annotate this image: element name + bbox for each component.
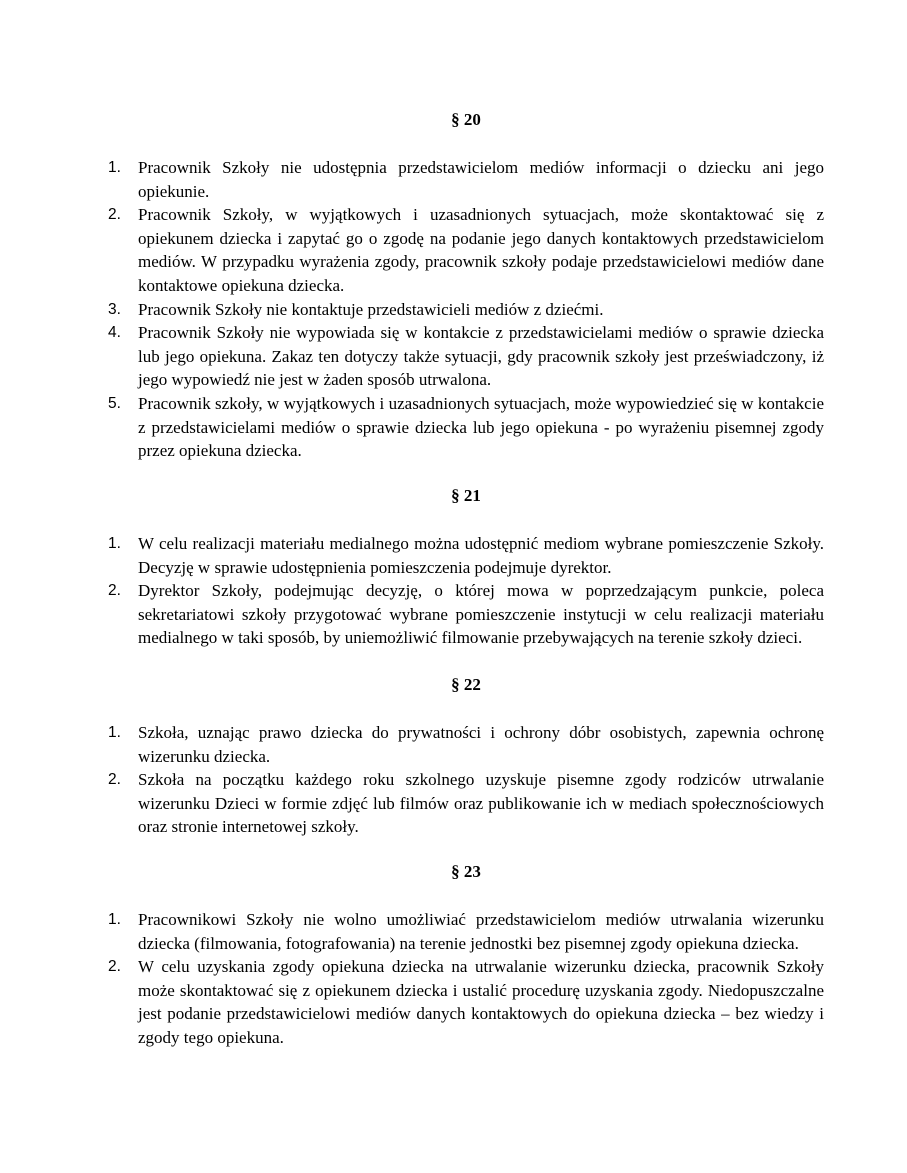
item-text: Pracownik Szkoły nie udostępnia przedstawicielom mediów informacji o dziecku ani jego opiekunie. bbox=[138, 158, 824, 201]
item-text: Szkoła na początku każdego roku szkolnego uzyskuje pisemne zgody rodziców utrwalanie wizerunku Dzieci w formie zdjęć lub filmów oraz publikowanie ich w mediach społecznościowych oraz stronie internetowej szkoły. bbox=[138, 770, 824, 837]
section-heading: § 22 bbox=[451, 675, 481, 694]
item-text: Dyrektor Szkoły, podejmując decyzję, o której mowa w poprzedzającym punkcie, poleca sekretariatowi szkoły przygotować wybrane pomieszczenie instytucji w celu realizacji materiału medialnego w taki sposób, by uniemożliwić filmowanie przebywających na terenie szkoły dzieci. bbox=[138, 581, 824, 648]
item-number: 2. bbox=[108, 582, 121, 600]
item-number: 3. bbox=[108, 300, 121, 318]
item-text: W celu uzyskania zgody opiekuna dziecka na utrwalanie wizerunku dziecka, pracownik Szkoły może skontaktować się z opiekunem dziecka i ustalić procedurę uzyskania zgody. Niedopuszczalne jest podanie przedstawicielowi mediów danych kontaktowych do opiekuna dziecka – bez wiedzy i zgody tego opiekuna. bbox=[138, 957, 824, 1047]
item-number: 5. bbox=[108, 394, 121, 412]
list-item bbox=[108, 532, 824, 579]
item-text: Szkoła, uznając prawo dziecka do prywatności i ochrony dóbr osobistych, zapewnia ochronę wizerunku dziecka. bbox=[138, 723, 824, 766]
list-item bbox=[108, 203, 824, 297]
item-text: Pracownik szkoły, w wyjątkowych i uzasadnionych sytuacjach, może wypowiedzieć się w kontakcie z przedstawicielami mediów o sprawie dziecka lub jego opiekuna - po wyrażeniu pisemnej zgody przez opiekuna dziecka. bbox=[138, 393, 824, 461]
section-21 bbox=[108, 484, 824, 650]
section-heading: § 20 bbox=[451, 110, 481, 129]
list-item bbox=[108, 721, 824, 768]
section-list bbox=[108, 532, 824, 650]
section-heading: § 21 bbox=[451, 486, 481, 505]
item-text: Pracownik Szkoły nie kontaktuje przedstawicieli mediów z dziećmi. bbox=[138, 299, 604, 319]
item-text: W celu realizacji materiału medialnego można udostępnić mediom wybrane pomieszczenie Szkoły. Decyzję w sprawie udostępnienia pomieszczenia podejmuje dyrektor. bbox=[138, 534, 824, 577]
section-heading: § 23 bbox=[451, 862, 481, 881]
section-list bbox=[108, 156, 824, 463]
section-20 bbox=[108, 108, 824, 463]
item-number: 2. bbox=[108, 206, 121, 224]
item-text: Pracownik Szkoły nie wypowiada się w kontakcie z przedstawicielami mediów o sprawie dziecka lub jego opiekuna. Zakaz ten dotyczy także sytuacji, gdy pracownik szkoły jest przeświadczony, iż jego wypowiedź nie jest w żaden sposób utrwalona. bbox=[138, 323, 824, 390]
list-item bbox=[108, 955, 824, 1049]
list-item bbox=[108, 156, 824, 203]
item-number: 2. bbox=[108, 958, 121, 976]
item-number: 1. bbox=[108, 159, 121, 176]
item-number: 1. bbox=[108, 724, 121, 741]
list-item bbox=[108, 768, 824, 839]
item-number: 4. bbox=[108, 324, 121, 342]
item-text: Pracownik Szkoły, w wyjątkowych i uzasadnionych sytuacjach, może skontaktować się z opiekunem dziecka i zapytać go o zgodę na podanie jego danych kontaktowych przedstawicielom mediów. W przypadku wyrażenia zgody, pracownik szkoły podaje przedstawicielowi mediów dane kontaktowe opiekuna dziecka. bbox=[138, 205, 824, 295]
list-item bbox=[108, 579, 824, 650]
section-23 bbox=[108, 860, 824, 1050]
list-item bbox=[108, 321, 824, 392]
list-item bbox=[108, 298, 824, 322]
item-number: 1. bbox=[108, 911, 121, 928]
item-number: 2. bbox=[108, 771, 121, 789]
section-list bbox=[108, 721, 824, 839]
section-22 bbox=[108, 673, 824, 839]
list-item bbox=[108, 392, 824, 463]
item-number: 1. bbox=[108, 535, 121, 552]
item-text: Pracownikowi Szkoły nie wolno umożliwiać przedstawicielom mediów utrwalania wizerunku dziecka (filmowania, fotografowania) na terenie jednostki bez pisemnej zgody opiekuna dziecka. bbox=[138, 910, 824, 953]
list-item bbox=[108, 908, 824, 955]
section-list bbox=[108, 908, 824, 1050]
